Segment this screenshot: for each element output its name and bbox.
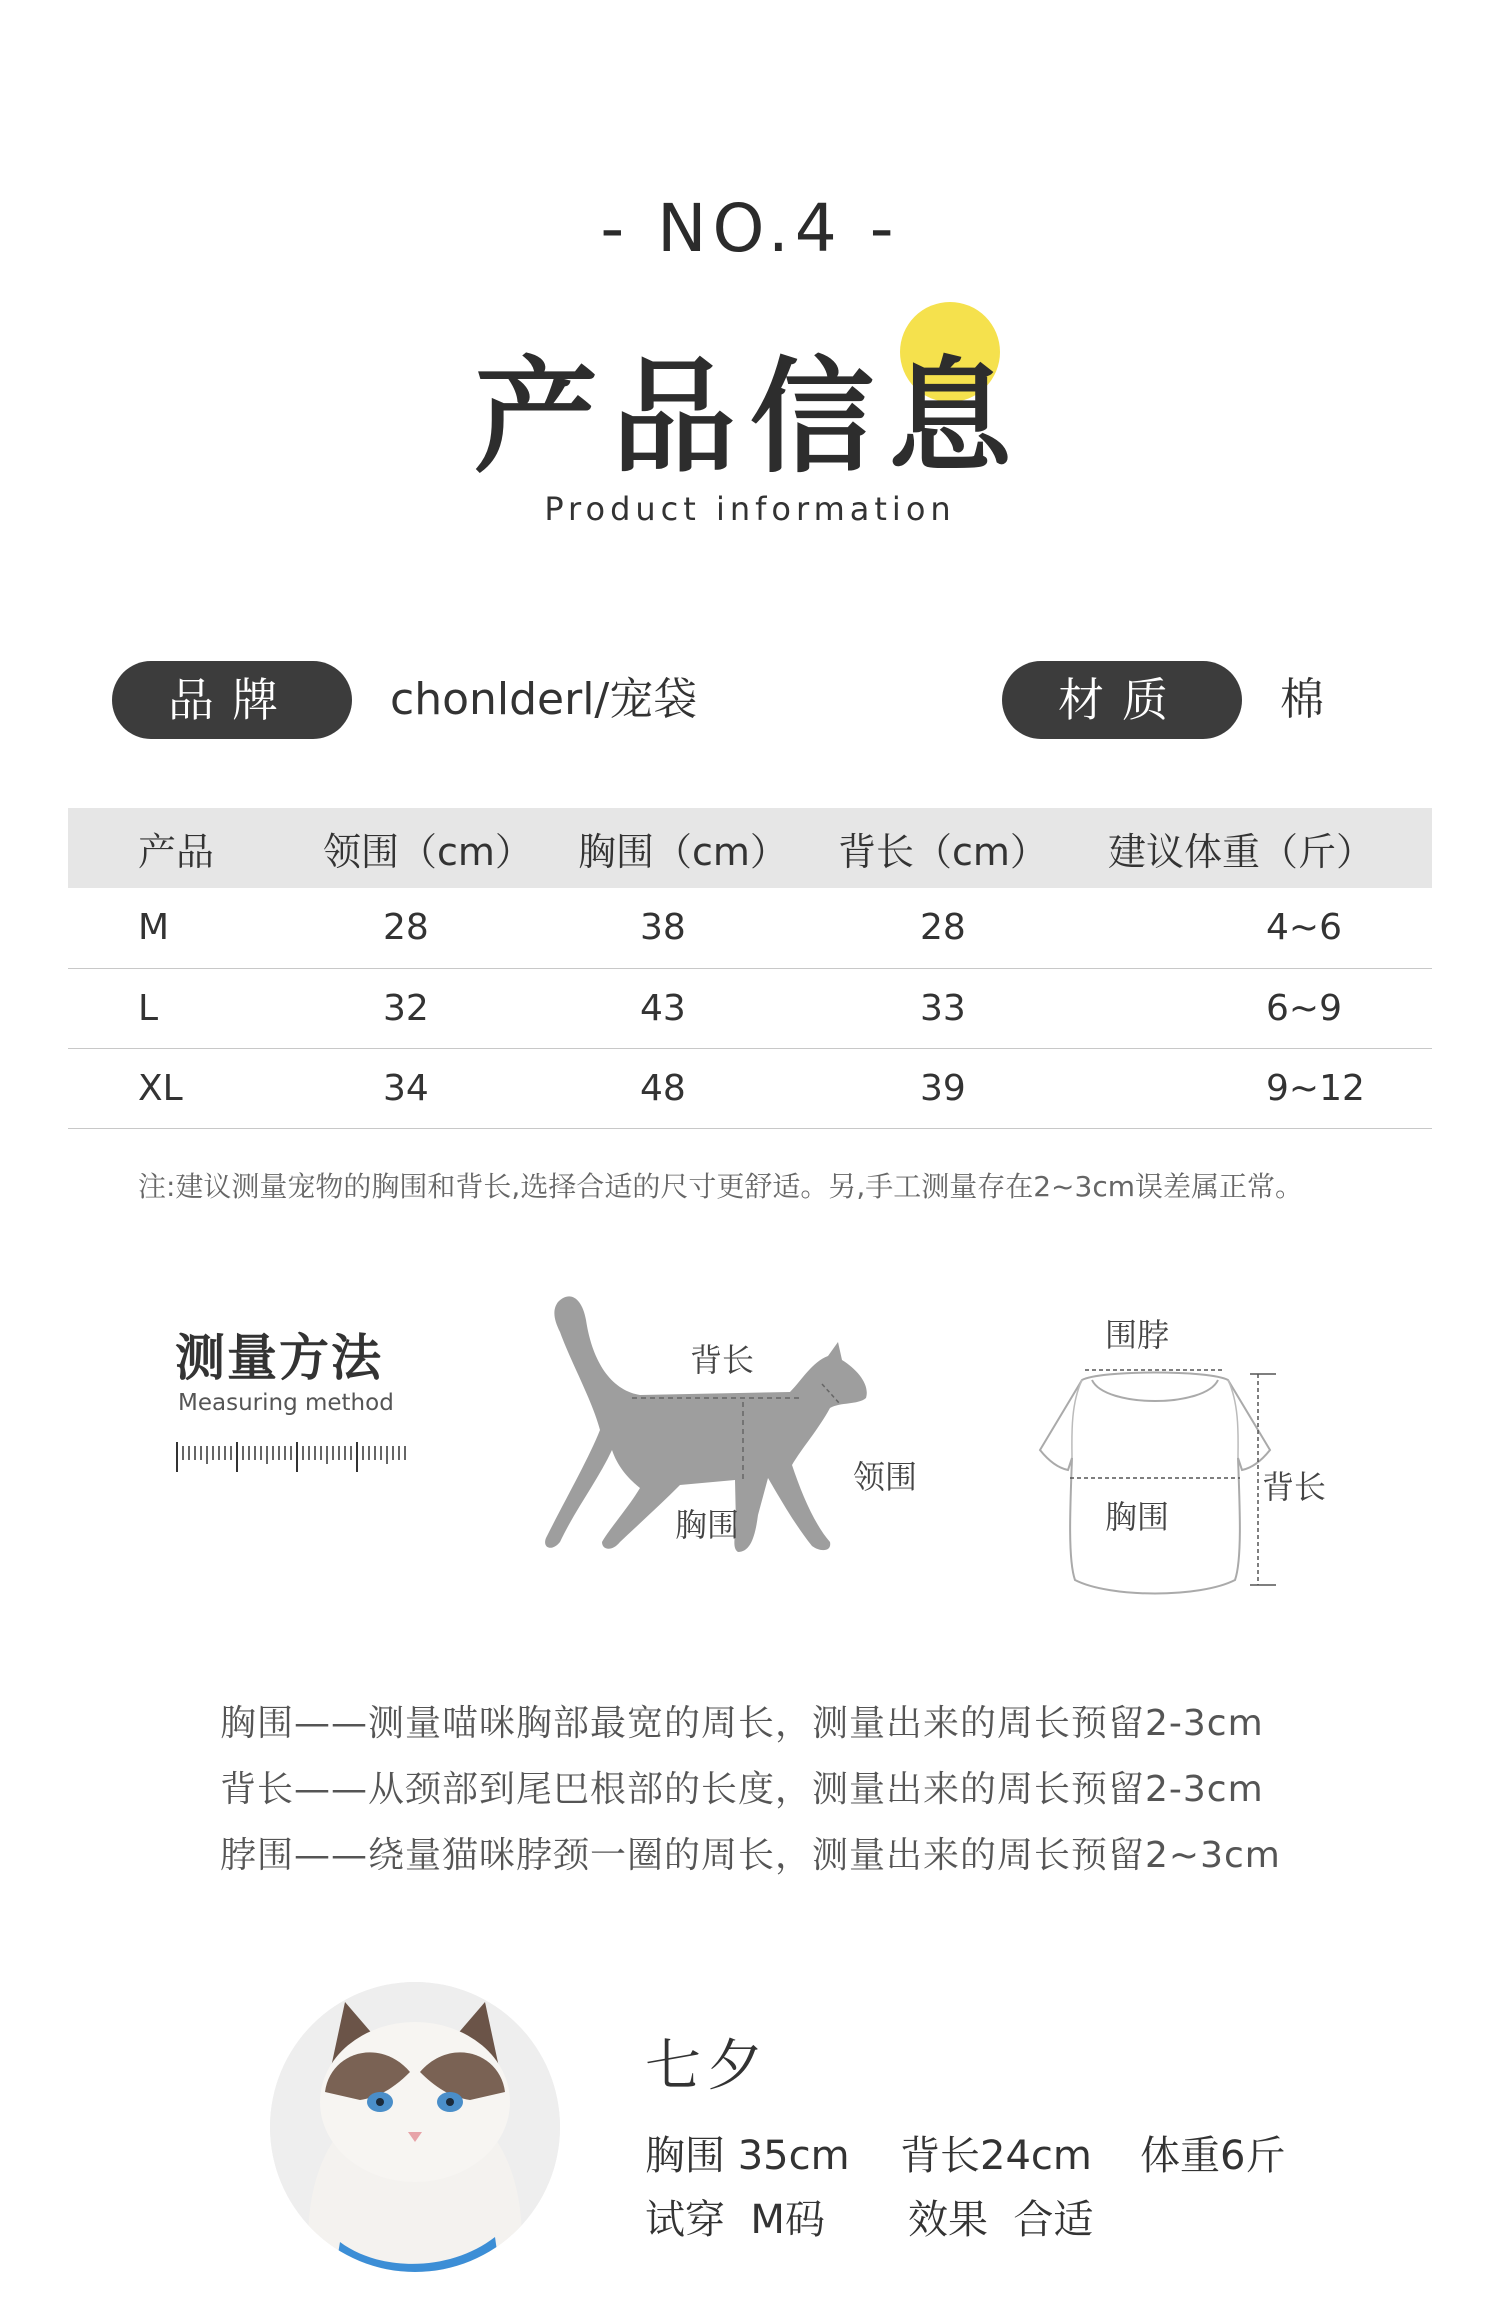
table-cell: 28: [838, 888, 1108, 968]
size-table: [68, 808, 1432, 1129]
size-note: 注:建议测量宠物的胸围和背长,选择合适的尺寸更舒适。另,手工测量存在2~3cm误差属正常。: [138, 1170, 1303, 1203]
page-title: 产品信息: [473, 346, 1026, 490]
table-row: [68, 968, 1432, 1048]
table-cell: 6~9: [1108, 968, 1432, 1048]
pet-chest: 胸围 35cm: [645, 2133, 850, 2179]
table-cell: 39: [838, 1048, 1108, 1128]
pet-back: 背长24cm: [900, 2133, 1092, 2179]
cat-neck-label: 领围: [853, 1458, 918, 1496]
brand-value: chonlderl/宠袋: [390, 674, 698, 725]
pet-name: 七夕: [645, 2034, 769, 2099]
cat-photo-icon: [270, 1982, 560, 2272]
shirt-outline-icon: [1030, 1360, 1280, 1600]
brand-label-pill: 品牌: [112, 661, 352, 739]
measure-subtitle: Measuring method: [178, 1390, 394, 1416]
section-number-label: - NO.4 -: [600, 190, 900, 267]
cat-chest-label: 胸围: [675, 1506, 740, 1544]
shirt-neck-label: 围脖: [1105, 1316, 1170, 1354]
table-cell: 32: [323, 968, 578, 1048]
table-header: 产品: [68, 808, 323, 888]
table-cell: XL: [68, 1048, 323, 1128]
table-cell: 43: [578, 968, 838, 1048]
section-number: [0, 190, 1500, 267]
table-cell: M: [68, 888, 323, 968]
table-header: 建议体重（斤）: [1108, 808, 1432, 888]
table-header: 背长（cm）: [838, 808, 1108, 888]
table-cell: 38: [578, 888, 838, 968]
table-cell: 9~12: [1108, 1048, 1432, 1128]
table-cell: L: [68, 968, 323, 1048]
pet-weight: 体重6斤: [1140, 2133, 1286, 2179]
table-cell: 33: [838, 968, 1108, 1048]
page-subtitle: Product information: [544, 490, 956, 528]
table-cell: 28: [323, 888, 578, 968]
table-cell: 48: [578, 1048, 838, 1128]
table-header-row: [68, 808, 1432, 888]
table-row: [68, 1048, 1432, 1128]
table-header: 胸围（cm）: [578, 808, 838, 888]
table-cell: 34: [323, 1048, 578, 1128]
table-header: 领围（cm）: [323, 808, 578, 888]
material-label-pill: 材质: [1002, 661, 1242, 739]
back-description: 背长——从颈部到尾巴根部的长度，测量出来的周长预留2-3cm: [220, 1769, 1264, 1810]
table-cell: 4~6: [1108, 888, 1432, 968]
cat-back-label: 背长: [690, 1341, 755, 1379]
pet-effect: 效果 合适: [908, 2197, 1094, 2243]
shirt-chest-label: 胸围: [1105, 1498, 1170, 1536]
pet-avatar: [270, 1982, 560, 2272]
table-row: [68, 888, 1432, 968]
neck-description: 脖围——绕量猫咪脖颈一圈的周长，测量出来的周长预留2~3cm: [220, 1835, 1281, 1876]
measure-title: 测量方法: [175, 1329, 383, 1387]
ruler-icon: [175, 1440, 410, 1474]
pet-try-size: 试穿 M码: [645, 2197, 825, 2243]
material-value: 棉: [1280, 674, 1324, 725]
shirt-back-label: 背长: [1262, 1468, 1327, 1506]
chest-description: 胸围——测量喵咪胸部最宽的周长，测量出来的周长预留2-3cm: [220, 1703, 1264, 1744]
